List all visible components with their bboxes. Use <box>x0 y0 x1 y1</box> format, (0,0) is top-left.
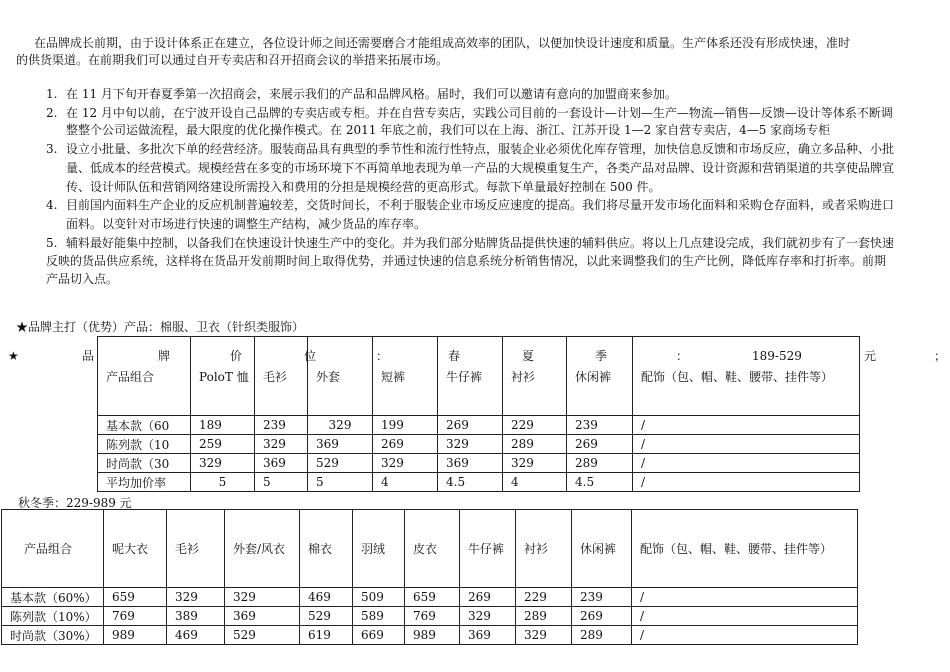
list-number: 2. <box>46 106 58 120</box>
table-cell: 659 <box>104 588 167 607</box>
table-header-row <box>2 510 858 588</box>
main-products: ★品牌主打（优势）产品：棉服、卫衣（针织类服饰） <box>16 320 305 334</box>
table-cell: 989 <box>104 626 167 645</box>
table-row <box>2 626 858 645</box>
header-cell: 衬衫 <box>503 337 567 416</box>
list-item-1 <box>46 86 677 102</box>
price-char: 牌 <box>158 349 171 363</box>
price-char: 价 <box>230 349 243 363</box>
header-cell: 衬衫 <box>516 510 572 588</box>
row-label: 基本款（60%） <box>2 588 104 607</box>
table-cell: 329 <box>503 454 567 473</box>
table-cell: 369 <box>255 454 308 473</box>
header-cell: 短裤 <box>373 337 438 416</box>
table-cell: 269 <box>567 435 633 454</box>
price-char: ： <box>376 349 389 363</box>
table-cell: 329 <box>460 607 516 626</box>
list-text: 目前国内面料生产企业的反应机制普遍较差，交货时间长，不利于服装企业市场反应速度的提高。我们将尽量开发市场化面料和采购仓存面料，或者采购进口 <box>66 198 895 212</box>
header-cell: 产品组合 <box>98 337 191 416</box>
row-label: 基本款（60 <box>98 416 191 435</box>
table-cell: 989 <box>405 626 460 645</box>
row-label: 陈列款（10 <box>98 435 191 454</box>
table-cell: 289 <box>567 454 633 473</box>
list-item-4-cont: 面料。以变针对市场进行快速的调整生产结构，减少货品的库存率。 <box>66 217 427 231</box>
list-item-2-cont: 整整个公司运做流程，最大限度的优化操作模式。在 2011 年底之前，我们可以在上海、浙江、江苏开设 1—2 家自营专卖店，4—5 家商场专柜 <box>66 123 831 137</box>
table-cell: 5 <box>308 473 373 492</box>
table-cell: 199 <box>373 416 438 435</box>
table-cell: 659 <box>405 588 460 607</box>
header-cell: 牛仔裤 <box>438 337 503 416</box>
table-cell: 329 <box>308 416 373 435</box>
list-text: 在 11 月下旬开春夏季第一次招商会，来展示我们的产品和品牌风格。届时，我们可以邀请有意向的加盟商来参加。 <box>66 87 677 101</box>
row-label: 时尚款（30 <box>98 454 191 473</box>
list-number: 1. <box>46 87 58 101</box>
table-cell: / <box>633 454 860 473</box>
table-cell: 269 <box>572 607 632 626</box>
header-cell: 毛衫 <box>167 510 225 588</box>
table-cell: 389 <box>167 607 225 626</box>
row-label: 时尚款（30%） <box>2 626 104 645</box>
table-cell: 239 <box>567 416 633 435</box>
table-cell: 589 <box>353 607 405 626</box>
table-cell: 4.5 <box>438 473 503 492</box>
table-cell: 269 <box>460 588 516 607</box>
header-cell: 休闲裤 <box>567 337 633 416</box>
table-cell: 289 <box>572 626 632 645</box>
table-cell: 239 <box>255 416 308 435</box>
price-char: 季 <box>595 349 608 363</box>
table-cell: 4 <box>373 473 438 492</box>
table-cell: 509 <box>353 588 405 607</box>
table-cell: 529 <box>300 607 353 626</box>
table-cell: 229 <box>503 416 567 435</box>
table-row <box>98 435 860 454</box>
table-row <box>98 454 860 473</box>
table-cell: 5 <box>191 473 255 492</box>
price-char: 春 <box>448 349 461 363</box>
price-char: 元 <box>864 349 877 363</box>
autumn-price-table <box>1 509 858 645</box>
header-cell: 产品组合 <box>2 510 104 588</box>
table-cell: 259 <box>191 435 255 454</box>
table-cell: 529 <box>225 626 300 645</box>
table-cell: 329 <box>167 588 225 607</box>
price-char: ； <box>934 349 947 363</box>
table-cell: / <box>632 588 858 607</box>
list-item-5 <box>46 235 894 251</box>
table-header-row <box>98 337 860 416</box>
table-cell: 269 <box>373 435 438 454</box>
list-text: 设立小批量、多批次下单的经营经济。服装商品具有典型的季节性和流行性特点，服装企业必须优化库存管理，加快信息反馈和市场反应，确立多品种、小批 <box>66 142 895 156</box>
table-cell: 769 <box>104 607 167 626</box>
row-label: 平均加价率 <box>98 473 191 492</box>
star-icon: ★ <box>8 349 19 363</box>
header-cell: 配饰（包、帽、鞋、腰带、挂件等） <box>633 337 860 416</box>
price-range: 189-529 <box>752 349 802 363</box>
list-text: 在 12 月中旬以前，在宁波开设自己品牌的专卖店或专柜。并在自营专卖店，实践公司目前的一套设计—计划—生产—物流—销售—反馈—设计等体系不断调 <box>66 106 893 120</box>
table-cell: 469 <box>300 588 353 607</box>
table-cell: 329 <box>373 454 438 473</box>
table-cell: 769 <box>405 607 460 626</box>
table-cell: 5 <box>255 473 308 492</box>
table-cell: 369 <box>308 435 373 454</box>
list-item-5-cont: 产品切入点。 <box>46 272 119 286</box>
row-label: 陈列款（10%） <box>2 607 104 626</box>
table-cell: / <box>633 416 860 435</box>
list-item-3 <box>46 141 894 157</box>
spring-price-table <box>97 336 860 492</box>
table-row <box>98 473 860 492</box>
table-cell: 4.5 <box>567 473 633 492</box>
list-item-2 <box>46 105 893 121</box>
table-cell: 619 <box>300 626 353 645</box>
table-row <box>98 416 860 435</box>
header-cell: 外套 <box>308 337 373 416</box>
table-cell: 329 <box>191 454 255 473</box>
list-number: 4. <box>46 198 58 212</box>
list-item-3-cont: 传、设计师队伍和营销网络建设所需投入和费用的分担是规模经营的更高形式。每款下单量最好控制在 500 件。 <box>66 180 661 194</box>
table-cell: 289 <box>516 607 572 626</box>
table-row <box>2 588 858 607</box>
header-cell: 毛衫 <box>255 337 308 416</box>
header-cell: PoloT 恤 <box>191 337 255 416</box>
list-item-3-cont: 量、低成本的经营模式。规模经营在多变的市场环境下不再简单地表现为单一产品的大规模重复生产，各类产品对品牌、设计资源和营销渠道的共享使品牌宣 <box>66 161 895 175</box>
list-number: 3. <box>46 142 58 156</box>
table-cell: 269 <box>438 416 503 435</box>
price-char: 品 <box>82 349 95 363</box>
table-cell: 529 <box>308 454 373 473</box>
table-cell: 369 <box>460 626 516 645</box>
table-cell: / <box>632 607 858 626</box>
table-cell: / <box>632 626 858 645</box>
price-char: 位 <box>304 349 317 363</box>
table-cell: / <box>633 473 860 492</box>
autumn-winter-label: 秋冬季：229-989 元 <box>18 496 132 510</box>
table-cell: 329 <box>516 626 572 645</box>
table-cell: 329 <box>255 435 308 454</box>
list-number: 5. <box>46 236 58 250</box>
price-char: ： <box>676 349 689 363</box>
header-cell: 休闲裤 <box>572 510 632 588</box>
table-cell: 229 <box>516 588 572 607</box>
table-cell: 239 <box>572 588 632 607</box>
table-cell: 189 <box>191 416 255 435</box>
table-cell: 329 <box>225 588 300 607</box>
table-cell: 329 <box>438 435 503 454</box>
list-item-4 <box>46 197 894 213</box>
table-cell: 369 <box>225 607 300 626</box>
header-cell: 呢大衣 <box>104 510 167 588</box>
list-text: 辅料最好能集中控制，以备我们在快速设计快速生产中的变化。并为我们部分贴牌货品提供快速的辅料供应。将以上几点建设完成，我们就初步有了一套快速 <box>66 236 895 250</box>
list-item-5-cont: 反映的货品供应系统，这样将在货品开发前期时间上取得优势，并通过快速的信息系统分析销售情况，以此来调整我们的生产比例，降低库存率和打折率。前期 <box>46 254 887 268</box>
header-cell: 牛仔裤 <box>460 510 516 588</box>
header-cell: 棉衣 <box>300 510 353 588</box>
table-cell: 469 <box>167 626 225 645</box>
table-cell: 369 <box>438 454 503 473</box>
header-cell: 外套/风衣 <box>225 510 300 588</box>
intro-line-2: 的供货渠道。在前期我们可以通过自开专卖店和召开招商会议的举措来拓展市场。 <box>16 53 449 67</box>
header-cell: 羽绒 <box>353 510 405 588</box>
table-cell: 289 <box>503 435 567 454</box>
header-cell: 配饰（包、帽、鞋、腰带、挂件等） <box>632 510 858 588</box>
price-char: 夏 <box>522 349 535 363</box>
table-row <box>2 607 858 626</box>
table-cell: 669 <box>353 626 405 645</box>
header-cell: 皮衣 <box>405 510 460 588</box>
table-cell: / <box>633 435 860 454</box>
intro-line-1: 在品牌成长前期，由于设计体系正在建立，各位设计师之间还需要磨合才能组成高效率的团队，以便加快设计速度和质量。生产体系还没有形成快速，准时 <box>34 36 851 50</box>
table-cell: 4 <box>503 473 567 492</box>
